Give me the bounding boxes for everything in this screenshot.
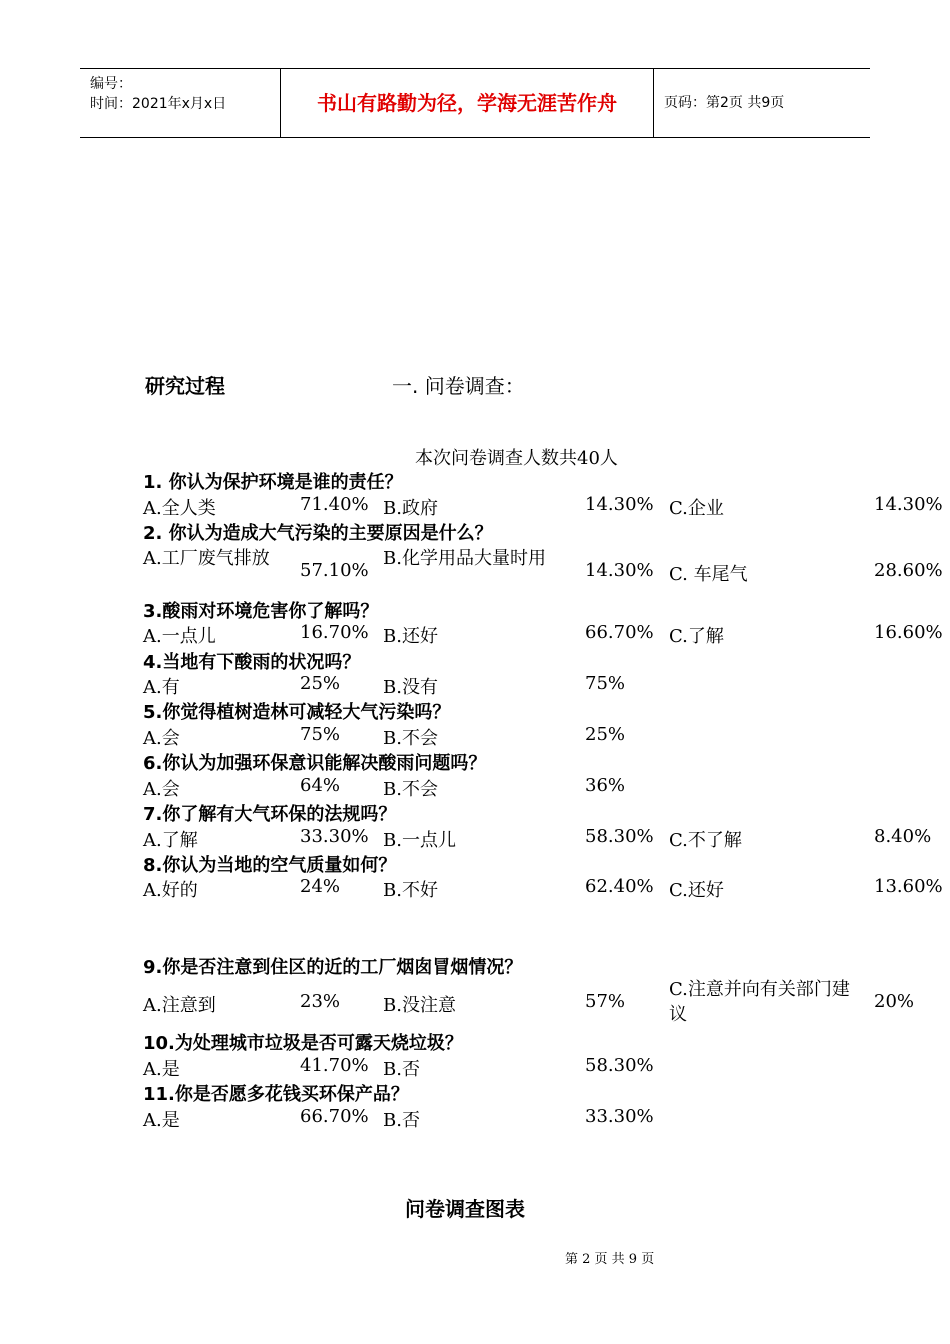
question-5: 5.你觉得植树造林可减轻大气污染吗？ <box>143 702 451 723</box>
number-label: 编号： <box>90 76 132 92</box>
q8-option-b: B.不好 <box>383 880 438 901</box>
question-9: 9.你是否注意到住区的近的工厂烟囱冒烟情况？ <box>143 957 523 978</box>
q7-option-c: C.不了解 <box>669 830 742 851</box>
q5-option-a: A.会 <box>143 728 180 749</box>
survey-note: 本次问卷调查人数共40人 <box>415 448 618 469</box>
q3-option-c-pct: 16.60% <box>874 622 943 643</box>
q5-option-a-pct: 75% <box>300 724 341 745</box>
q4-option-a-pct: 25% <box>300 673 341 694</box>
q9-option-c-pct: 20% <box>874 991 915 1012</box>
q6-option-a: A.会 <box>143 779 180 800</box>
q11-option-b: B.否 <box>383 1110 420 1131</box>
q9-option-a: A.注意到 <box>143 995 216 1016</box>
q1-option-a: A.全人类 <box>143 498 216 519</box>
q9-option-b: B.没注意 <box>383 995 456 1016</box>
q4-option-b-pct: 75% <box>585 673 626 694</box>
q3-option-a: A.一点儿 <box>143 626 216 647</box>
question-7: 7.你了解有大气环保的法规吗？ <box>143 804 397 825</box>
q9-option-b-pct: 57% <box>585 991 626 1012</box>
q10-option-a: A.是 <box>143 1059 180 1080</box>
q11-option-a-pct: 66.70% <box>300 1106 369 1127</box>
q1-option-c: C.企业 <box>669 498 724 519</box>
q1-option-c-pct: 14.30% <box>874 494 943 515</box>
q2-option-a: A.工厂废气排放 <box>143 548 270 569</box>
q3-option-c: C.了解 <box>669 626 724 647</box>
q7-option-a: A.了解 <box>143 830 198 851</box>
q7-option-a-pct: 33.30% <box>300 826 369 847</box>
q4-option-b: B.没有 <box>383 677 438 698</box>
q1-option-b: B.政府 <box>383 498 438 519</box>
q10-option-b: B.否 <box>383 1059 420 1080</box>
q9-option-c: C.注意并向有关部门建议 <box>669 979 850 1025</box>
q3-option-b: B.还好 <box>383 626 438 647</box>
q6-option-b: B.不会 <box>383 779 438 800</box>
q8-option-c: C.还好 <box>669 880 724 901</box>
question-11: 11.你是否愿多花钱买环保产品？ <box>143 1084 409 1105</box>
q3-option-a-pct: 16.70% <box>300 622 369 643</box>
question-10: 10.为处理城市垃圾是否可露天烧垃圾？ <box>143 1033 463 1054</box>
q7-option-c-pct: 8.40% <box>874 826 932 847</box>
q2-option-b-pct: 14.30% <box>585 560 654 581</box>
q5-option-b: B.不会 <box>383 728 438 749</box>
q2-option-b: B.化学用品大量时用 <box>383 548 546 569</box>
q6-option-b-pct: 36% <box>585 775 626 796</box>
page-footer: 第 2 页 共 9 页 <box>565 1252 655 1267</box>
q3-option-b-pct: 66.70% <box>585 622 654 643</box>
q8-option-a: A.好的 <box>143 880 198 901</box>
question-1: 1. 你认为保护环境是谁的责任？ <box>143 472 403 493</box>
q8-option-b-pct: 62.40% <box>585 876 654 897</box>
q8-option-c-pct: 13.60% <box>874 876 943 897</box>
q7-option-b: B.一点儿 <box>383 830 456 851</box>
header-meta <box>80 69 281 137</box>
q5-option-b-pct: 25% <box>585 724 626 745</box>
q2-option-c-pct: 28.60% <box>874 560 943 581</box>
q7-option-b-pct: 58.30% <box>585 826 654 847</box>
question-4: 4.当地有下酸雨的状况吗？ <box>143 652 361 673</box>
q1-option-b-pct: 14.30% <box>585 494 654 515</box>
q11-option-a: A.是 <box>143 1110 180 1131</box>
section-title: 一. 问卷调查： <box>392 374 525 398</box>
time-label: 时间：2021年x月x日 <box>90 96 227 112</box>
q10-option-b-pct: 58.30% <box>585 1055 654 1076</box>
q11-option-b-pct: 33.30% <box>585 1106 654 1127</box>
q4-option-a: A.有 <box>143 677 180 698</box>
q9-option-a-pct: 23% <box>300 991 341 1012</box>
question-8: 8.你认为当地的空气质量如何？ <box>143 855 397 876</box>
header-motto: 书山有路勤为径，学海无涯苦作舟 <box>281 69 654 137</box>
q6-option-a-pct: 64% <box>300 775 341 796</box>
q2-option-a-pct: 57.10% <box>300 560 369 581</box>
q2-option-c: C. 车尾气 <box>669 564 748 585</box>
page-header <box>80 68 870 138</box>
question-3: 3.酸雨对环境危害你了解吗？ <box>143 601 379 622</box>
question-6: 6.你认为加强环保意识能解决酸雨问题吗？ <box>143 753 487 774</box>
question-2: 2. 你认为造成大气污染的主要原因是什么？ <box>143 523 493 544</box>
q8-option-a-pct: 24% <box>300 876 341 897</box>
q1-option-a-pct: 71.40% <box>300 494 369 515</box>
header-page-info: 页码：第2页 共9页 <box>664 95 785 111</box>
section-label: 研究过程 <box>145 374 225 398</box>
chart-heading: 问卷调查图表 <box>405 1197 525 1221</box>
q10-option-a-pct: 41.70% <box>300 1055 369 1076</box>
